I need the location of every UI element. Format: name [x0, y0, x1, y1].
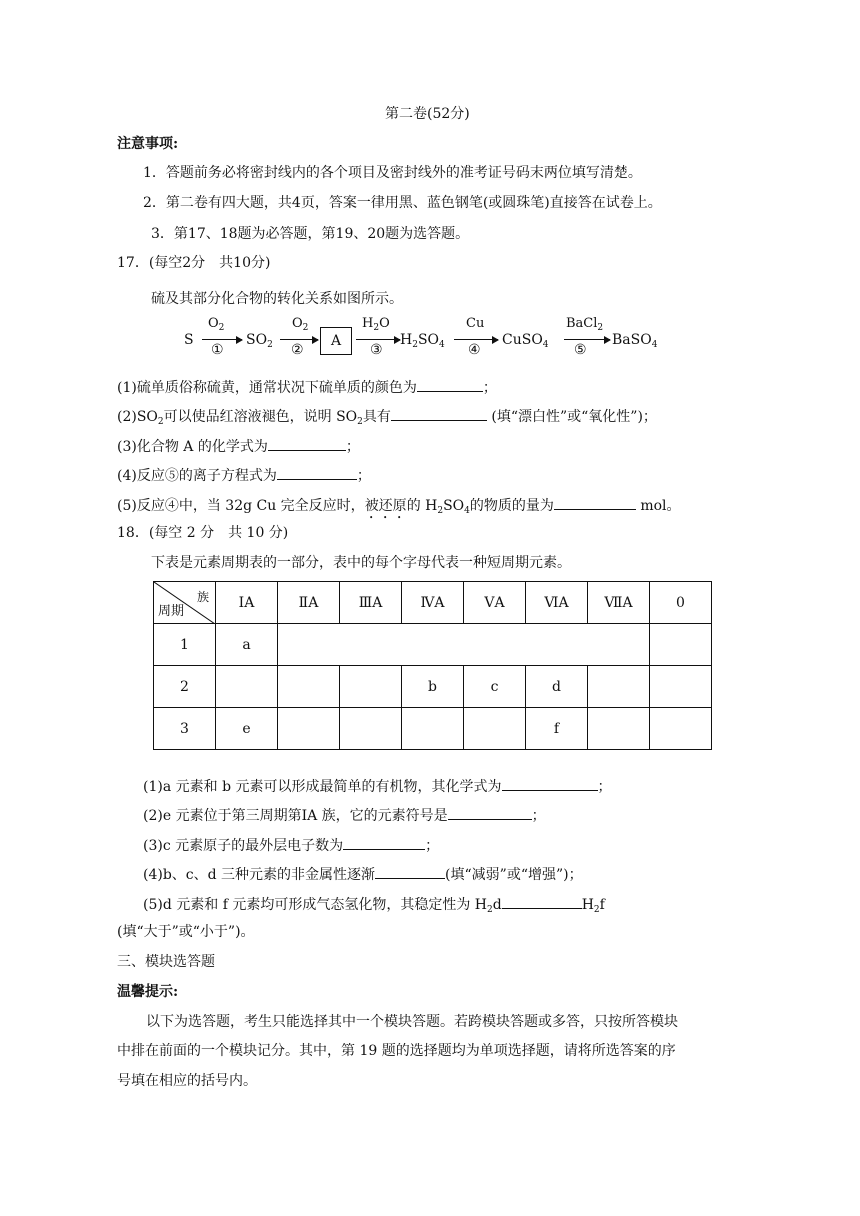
group-header: ⅤA — [464, 582, 526, 624]
arrow-5 — [564, 339, 610, 340]
reagent-bacl2: BaCl$_2$ — [566, 316, 604, 333]
table-row — [154, 624, 712, 666]
period-label: 1 — [154, 624, 216, 666]
element-cell — [278, 666, 340, 708]
species-baso4: BaSO$_4$ — [612, 332, 658, 350]
q18-sub5: (5)d 元素和 f 元素均可形成气态氢化物，其稳定性为 $H_2d$ $H_2f$ — [143, 893, 605, 915]
arrow-3 — [356, 339, 400, 340]
species-cuso4: CuSO$_4$ — [502, 332, 549, 350]
reagent-o2-2: $O_2$ — [292, 316, 309, 333]
reagent-h2o: $H_2O$ — [362, 316, 390, 333]
element-cell — [650, 666, 712, 708]
q18-header: 18．(每空 2 分 共 10 分) — [117, 525, 289, 541]
step-1-label: ① — [211, 342, 224, 358]
element-cell: a — [216, 624, 278, 666]
element-cell-merged — [278, 624, 650, 666]
q17-blank-3[interactable] — [268, 435, 346, 451]
element-cell — [588, 708, 650, 750]
period-label: 2 — [154, 666, 216, 708]
element-cell — [650, 624, 712, 666]
arrow-4 — [454, 339, 498, 340]
q18-sub1: (1)a 元素和 b 元素可以形成最简单的有机物，其化学式为 ； — [143, 775, 612, 797]
tip-line-1: 以下为选答题，考生只能选择其中一个模块答题。若跨模块答题或多答，只按所答模块 — [146, 1014, 678, 1030]
element-cell: e — [216, 708, 278, 750]
q18-sub3: (3)c 元素原子的最外层电子数为 ； — [143, 834, 439, 856]
q17-header: 17．(每空2分 共10分) — [117, 255, 271, 271]
step-3-label: ③ — [370, 342, 383, 358]
table-row — [154, 666, 712, 708]
group-header: ⅥA — [526, 582, 588, 624]
group-header: ⅦA — [588, 582, 650, 624]
table-row — [154, 708, 712, 750]
element-cell: d — [526, 666, 588, 708]
group-header: 0 — [650, 582, 712, 624]
section3-heading: 三、模块选答题 — [117, 954, 215, 970]
q17-sub3: (3)化合物 A 的化学式为 ； — [117, 435, 360, 457]
tip-line-2: 中排在前面的一个模块记分。其中，第 19 题的选择题均为单项选择题，请将所选答案的序 — [117, 1043, 676, 1059]
species-h2so4: $H_2SO_4$ — [400, 332, 445, 350]
element-cell: b — [402, 666, 464, 708]
q17-blank-5[interactable] — [554, 494, 636, 510]
q18-blank-1[interactable] — [502, 775, 598, 791]
reagent-cu: Cu — [466, 316, 485, 331]
q17-blank-4[interactable] — [277, 464, 357, 480]
q17-sub1: (1)硫单质俗称硫黄，通常状况下硫单质的颜色为 ； — [117, 376, 497, 398]
group-header: ⅣA — [402, 582, 464, 624]
q17-sub4: (4)反应⑤的离子方程式为 ； — [117, 464, 371, 486]
element-cell — [650, 708, 712, 750]
element-cell — [464, 708, 526, 750]
q18-sub2: (2)e 元素位于第三周期第ⅠA 族，它的元素符号是 ； — [143, 804, 546, 826]
group-header: ⅡA — [278, 582, 340, 624]
step-4-label: ④ — [468, 342, 481, 358]
element-cell — [340, 708, 402, 750]
q18-blank-5[interactable] — [502, 893, 582, 909]
element-cell — [216, 666, 278, 708]
q18-blank-3[interactable] — [343, 834, 425, 850]
reaction-scheme — [180, 316, 680, 366]
notice-item-3: 3．第17、18题为必答题，第19、20题为选答题。 — [151, 226, 470, 242]
step-2-label: ② — [291, 342, 304, 358]
element-cell: c — [464, 666, 526, 708]
element-cell — [340, 666, 402, 708]
notice-item-1: 1．答题前务必将密封线内的各个项目及密封线外的准考证号码末两位填写清楚。 — [143, 165, 642, 181]
q17-sub5: (5)反应④中，当 32g Cu 完全反应时，被还原的 $H_2SO_4$的物质的量为 mol。 — [117, 494, 681, 522]
q17-blank-2[interactable] — [391, 405, 487, 421]
notice-item-2: 2．第二卷有四大题，共4页，答案一律用黑、蓝色钢笔(或圆珠笔)直接答在试卷上。 — [143, 195, 662, 211]
compound-a-box: A — [320, 327, 352, 355]
section-title: 第二卷(52分) — [385, 106, 470, 122]
corner-group-label: 族 — [196, 590, 209, 604]
group-header: ⅠA — [216, 582, 278, 624]
q17-intro: 硫及其部分化合物的转化关系如图所示。 — [151, 291, 403, 307]
q18-sub4: (4)b、c、d 三种元素的非金属性逐渐 (填“减弱”或“增强”)； — [143, 863, 583, 885]
notice-heading: 注意事项: — [117, 136, 179, 152]
q18-blank-4[interactable] — [375, 863, 445, 879]
periodic-table — [153, 581, 712, 750]
group-header: ⅢA — [340, 582, 402, 624]
species-so2: $SO_2$ — [246, 332, 273, 350]
q18-blank-2[interactable] — [448, 804, 532, 820]
corner-period-label: 周期 — [158, 604, 185, 619]
q18-sub5-hint: (填“大于”或“小于”)。 — [117, 924, 255, 940]
species-s: S — [184, 332, 194, 348]
element-cell: f — [526, 708, 588, 750]
period-label: 3 — [154, 708, 216, 750]
element-cell — [588, 666, 650, 708]
element-cell — [278, 708, 340, 750]
tip-heading: 温馨提示: — [117, 984, 179, 1000]
element-cell — [402, 708, 464, 750]
q18-intro: 下表是元素周期表的一部分，表中的每个字母代表一种短周期元素。 — [151, 555, 571, 571]
arrow-2 — [280, 339, 318, 340]
table-corner — [154, 582, 216, 624]
step-5-label: ⑤ — [574, 342, 587, 358]
q17-blank-1[interactable] — [417, 376, 483, 392]
arrow-1 — [202, 339, 242, 340]
tip-line-3: 号填在相应的括号内。 — [117, 1073, 257, 1089]
reagent-o2-1: $O_2$ — [208, 316, 225, 333]
q17-sub2: $(2)SO_2$可以使品红溶液褪色，说明 $SO_2$具有 (填“漂白性”或“氧化性”)； — [117, 405, 657, 427]
